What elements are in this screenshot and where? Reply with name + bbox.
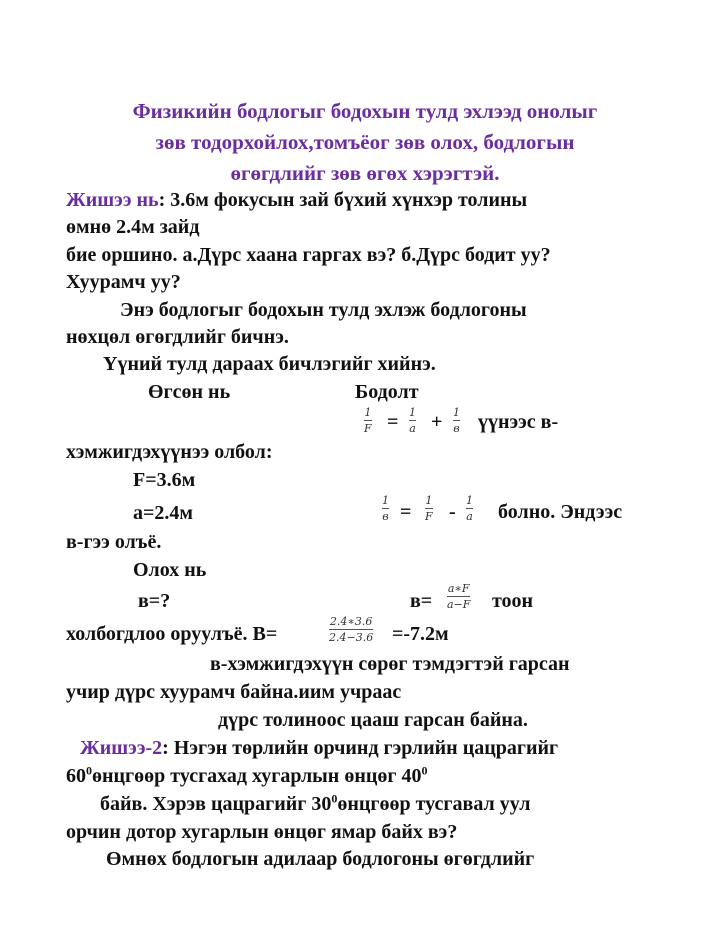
example2-line-3: байв. Хэрэв цацрагийг $30^0өнцгөөр$ тусгавал уул — [100, 791, 531, 815]
solution-header: Бодолт — [355, 381, 419, 403]
result-value: =-7.2м — [392, 623, 449, 645]
formula1-plus: + — [431, 411, 443, 433]
b-equals: в= — [410, 590, 433, 612]
example1-line-7: Үүний тулд дараах бичлэгийг хийнэ. — [103, 353, 436, 375]
formula1-equals: = — [387, 411, 399, 433]
example1-line-3: бие оршино. а.Дүрс хаана гаргах вэ? б.Дүрс бодит уу? — [66, 244, 551, 266]
example1-line-10: холбогдлоо оруулъё. В= — [66, 623, 278, 645]
example1-line-6: нөхцөл өгөгдлийг бичнэ. — [66, 326, 289, 348]
example1-line-13: дүрс толиноос цааш гарсан байна. — [218, 709, 528, 731]
example1-line-8: хэмжигдэхүүнээ олбол: — [66, 441, 273, 463]
formula4-frac: 2.4∗3.6 2.4−3.6 — [329, 615, 374, 644]
find-b: в=? — [138, 590, 171, 612]
formula2-frac-3: 1 a — [466, 494, 473, 523]
title-line-1: Физикийн бодлогыг бодохын тулд эхлээд онолыг — [132, 99, 598, 123]
example2-text-1: : Нэгэн төрлийн орчинд гэрлийн цацрагийг — [162, 737, 559, 759]
example1-line-2: өмнө 2.4м зайд — [66, 216, 200, 238]
example2-label: Жишээ-2 — [80, 737, 163, 759]
formula2-frac-1: 1 в — [382, 494, 389, 523]
example2-line-4: орчин дотор хугарлын өнцөг ямар байх вэ? — [66, 821, 458, 843]
formula1-frac-3: 1 в — [453, 406, 460, 435]
example1-line-9: в-гээ олъё. — [66, 531, 162, 553]
example1-line-11: в-хэмжигдэхүүн сөрөг тэмдэгтэй гарсан — [210, 653, 570, 675]
example1-line-12: учир дүрс хуурамч байна.иим учраас — [66, 681, 402, 703]
after-formula3: тоон — [492, 590, 534, 612]
example2-line-5: Өмнөх бодлогын адилаар бодлогоны өгөгдлийг — [106, 848, 535, 870]
formula2-frac-2: 1 F — [425, 494, 433, 523]
example2-line-2: $60^0өнцгөөр$ тусгахад хугарлын өнцөг $40^0$ — [66, 763, 428, 787]
example1-text-1: : 3.6м фокусын зай бүхий хүнхэр толины — [158, 189, 528, 211]
title-line-2: зөв тодорхойлох,томъёог зөв олох, бодлогын — [155, 130, 575, 154]
example1-label: Жишээ нь — [66, 189, 159, 211]
after-formula1: үүнээс в- — [478, 411, 559, 433]
example1-line-1 — [66, 188, 527, 212]
formula2-equals: = — [400, 501, 412, 523]
example2-line-1 — [80, 736, 558, 760]
given-a: а=2.4м — [133, 502, 194, 524]
formula2-minus: - — [449, 501, 456, 523]
example1-line-5: Энэ бодлогыг бодохын тулд эхлэж бодлогоны — [120, 299, 527, 321]
given-F: F=3.6м — [133, 469, 196, 491]
after-formula2: болно. Эндээс — [498, 501, 623, 523]
example1-line-4: Хуурамч уу? — [66, 271, 181, 293]
formula1-frac-2: 1 a — [409, 406, 416, 435]
formula3-frac: a∗F a−F — [447, 582, 471, 611]
formula1-frac-1: 1 F — [364, 406, 372, 435]
given-header: Өгсөн нь — [148, 381, 231, 403]
find-header: Олох нь — [133, 559, 207, 581]
title-line-3: өгөгдлийг зөв өгөх хэрэгтэй. — [230, 161, 500, 185]
